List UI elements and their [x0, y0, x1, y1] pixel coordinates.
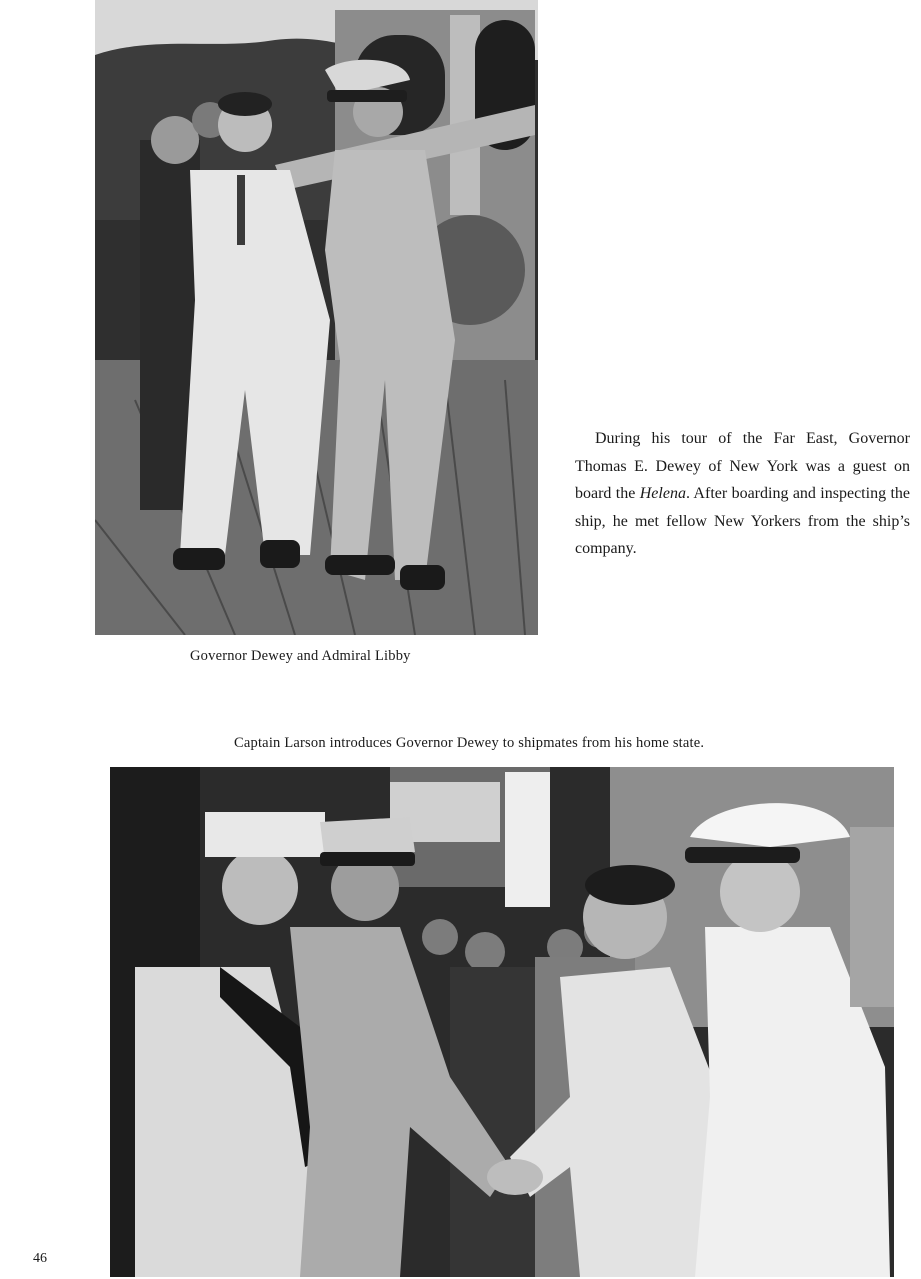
top-photo-caption: Governor Dewey and Admiral Libby	[190, 648, 411, 664]
story-text-before: During his tour of the Far East, Governor Thomas E. Dewey of New York was a guest on board the	[575, 430, 910, 502]
photo-dewey-and-libby	[95, 0, 538, 635]
story-text-after: . After boarding and inspecting the ship, he met fellow New Yorkers from the ship’s company.	[575, 485, 910, 557]
photo-larson-introduces-dewey	[110, 767, 894, 1277]
story-text	[575, 425, 910, 563]
bottom-photo-caption: Captain Larson introduces Governor Dewey to shipmates from his home state.	[234, 735, 705, 751]
ship-name: Helena	[639, 485, 686, 502]
page-number: 46	[33, 1251, 47, 1266]
